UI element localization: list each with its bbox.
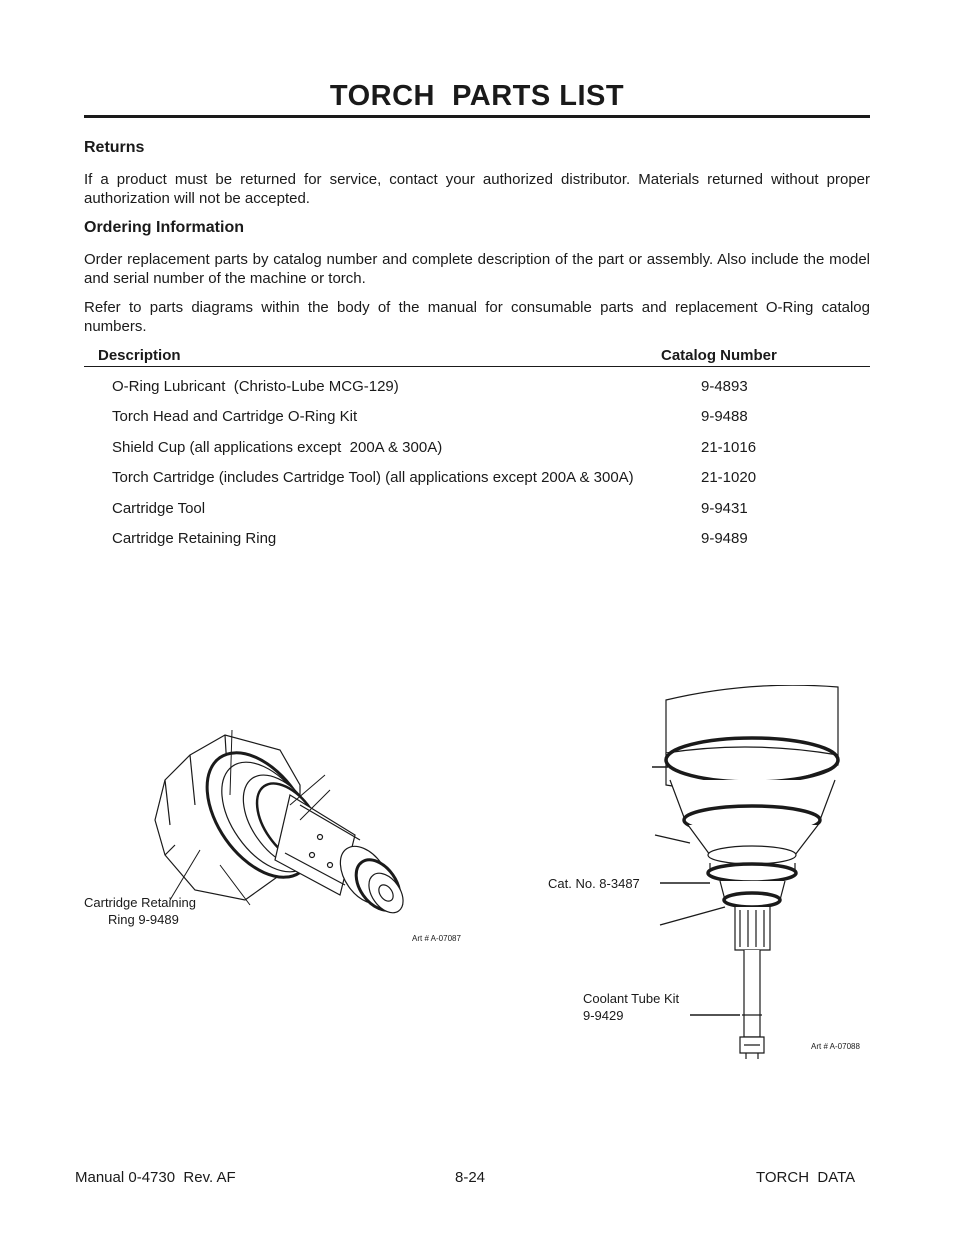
table-row [0, 469, 954, 491]
row-catalog: 21-1020 [701, 469, 757, 486]
row-description: Cartridge Retaining Ring [112, 530, 277, 547]
row-description: Cartridge Tool [112, 500, 206, 517]
table-header-rule [84, 366, 870, 367]
ordering-text-2: Refer to parts diagrams within the body of the manual for consumable parts and replacement O-Ring catalog numbers. [84, 299, 870, 335]
table-row [0, 378, 954, 400]
title-rule [84, 115, 870, 118]
footer-page-number: 8-24 [455, 1169, 486, 1186]
retaining-ring-label-line1: Cartridge Retaining [84, 895, 197, 910]
table-row [0, 439, 954, 461]
row-catalog: 21-1016 [701, 439, 757, 456]
ordering-text-1: Order replacement parts by catalog number and complete description of the part or assembly. Also include the model and serial number of the machine or torch. [84, 251, 870, 287]
table-header-description: Description [98, 347, 181, 364]
returns-heading: Returns [84, 139, 145, 156]
table-row [0, 530, 954, 552]
row-description: Torch Cartridge (includes Cartridge Tool) (all applications except 200A & 300A) [112, 469, 634, 486]
row-catalog: 9-9431 [701, 500, 748, 517]
table-row [0, 408, 954, 430]
row-catalog: 9-9488 [701, 408, 748, 425]
table-header-catalog: Catalog Number [661, 347, 777, 364]
art-number-left: Art # A-07087 [412, 934, 461, 943]
retaining-ring-label-line2: Ring 9-9489 [108, 912, 179, 927]
torch-head-illustration [640, 685, 850, 1065]
coolant-tube-label-line2: 9-9429 [583, 1008, 624, 1023]
cat-number-label: Cat. No. 8-3487 [548, 876, 640, 891]
row-description: O-Ring Lubricant (Christo-Lube MCG-129) [112, 378, 399, 395]
footer-manual: Manual 0-4730 Rev. AF [75, 1169, 236, 1186]
art-number-right: Art # A-07088 [811, 1042, 860, 1051]
row-description: Shield Cup (all applications except 200A & 300A) [112, 439, 443, 456]
row-description: Torch Head and Cartridge O-Ring Kit [112, 408, 358, 425]
ordering-heading: Ordering Information [84, 219, 244, 236]
page-title: TORCH PARTS LIST [329, 80, 625, 112]
row-catalog: 9-4893 [701, 378, 748, 395]
coolant-tube-label-line1: Coolant Tube Kit [583, 991, 680, 1006]
returns-text: If a product must be returned for service, contact your authorized distributor. Materials returned without proper authorization will not be accepted. [84, 171, 870, 207]
footer-section: TORCH DATA [756, 1169, 856, 1186]
table-row [0, 500, 954, 522]
row-catalog: 9-9489 [701, 530, 748, 547]
